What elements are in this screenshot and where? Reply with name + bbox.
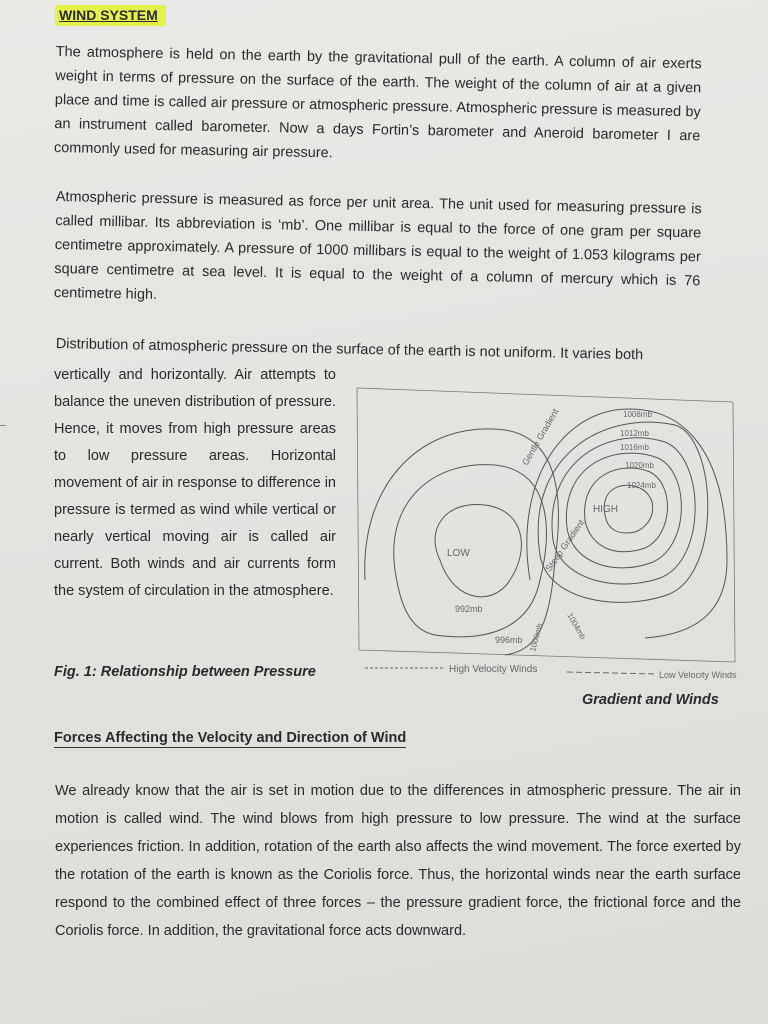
paragraph-distribution-column: vertically and horizontally. Air attempts to balance the uneven distribution of pressure. Hence, it moves from high pressure areas to low pressure areas. Horizontal movement of air in response to difference in pressure is termed as wind while vertical or nearly vertical moving air is called air current. Both winds and air currents form the system of circulation in the atmosphere. bbox=[54, 367, 336, 599]
label-high-velocity-winds: High Velocity Winds bbox=[449, 664, 538, 675]
isobar-label-996: 996mb bbox=[495, 635, 523, 645]
isobar-label-1008: 1008mb bbox=[623, 410, 652, 419]
paragraph-millibar: Atmospheric pressure is measured as force per unit area. The unit used for measuring pressure is called millibar. Its abbreviation is ‘mb’. One millibar is equal to the force of one gram per square centimetre approximately. A pressure of 1000 millibars is equal to the weight of 1.053 kilograms per square centimetre at sea level. It is equal to the weight of a column of mercury which is 76 centimetre high. bbox=[53, 188, 702, 303]
figure-caption-part2: Gradient and Winds bbox=[582, 692, 719, 708]
page-title: WIND SYSTEM bbox=[55, 5, 166, 26]
label-low: LOW bbox=[447, 548, 470, 559]
paragraph-air-pressure: The atmosphere is held on the earth by the gravitational pull of the earth. A column of air exerts weight in terms of pressure on the surface of the earth. The weight of the column of air at a given place and time is called air pressure or atmospheric pressure. Atmospheric pressure is measured by an instrument called barometer. Now a days Fortin’s barometer and Aneroid barometer I are commonly used for measuring air pressure. bbox=[53, 43, 702, 162]
label-high: HIGH bbox=[593, 504, 618, 515]
isobar-label-1016: 1016mb bbox=[620, 443, 649, 452]
label-steep-gradient: Steep Gradient bbox=[543, 517, 587, 574]
paragraph-distribution-first-line: Distribution of atmospheric pressure on the surface of the earth is not uniform. It varies both bbox=[55, 335, 644, 364]
margin-mark bbox=[0, 425, 6, 426]
isobar-label-1000: 1000mb bbox=[528, 622, 545, 653]
isobar-label-1004: 1004mb bbox=[565, 611, 588, 642]
figure-caption-part1: Fig. 1: Relationship between Pressure bbox=[54, 664, 316, 680]
pressure-gradient-diagram bbox=[355, 380, 745, 685]
isobar-label-992: 992mb bbox=[455, 604, 483, 614]
section-heading-forces: Forces Affecting the Velocity and Direction of Wind bbox=[54, 730, 407, 746]
isobar-1016 bbox=[566, 453, 681, 568]
label-low-velocity-winds: Low Velocity Winds bbox=[659, 670, 737, 680]
isobar-label-1024: 1024mb bbox=[627, 481, 656, 490]
low-velocity-wind-line bbox=[567, 672, 657, 674]
isobar-label-1012: 1012mb bbox=[620, 429, 649, 438]
isobar-label-1020: 1020mb bbox=[625, 461, 654, 470]
isobar-1012 bbox=[552, 438, 695, 584]
label-gentle-gradient: Gentle Gradient bbox=[520, 406, 561, 467]
paragraph-forces: We already know that the air is set in motion due to the differences in atmospheric pressure. The air in motion is called wind. The wind blows from high pressure to low pressure. The wind at the surface experiences friction. In addition, rotation of the earth also affects the wind movement. The force exerted by the rotation of the earth is known as the Coriolis force. Thus, the horizontal winds near the earth surface respond to the combined effect of three forces – the pressure gradient force, the frictional force and the Coriolis force. In addition, the gravitational force acts downward. bbox=[55, 783, 741, 939]
